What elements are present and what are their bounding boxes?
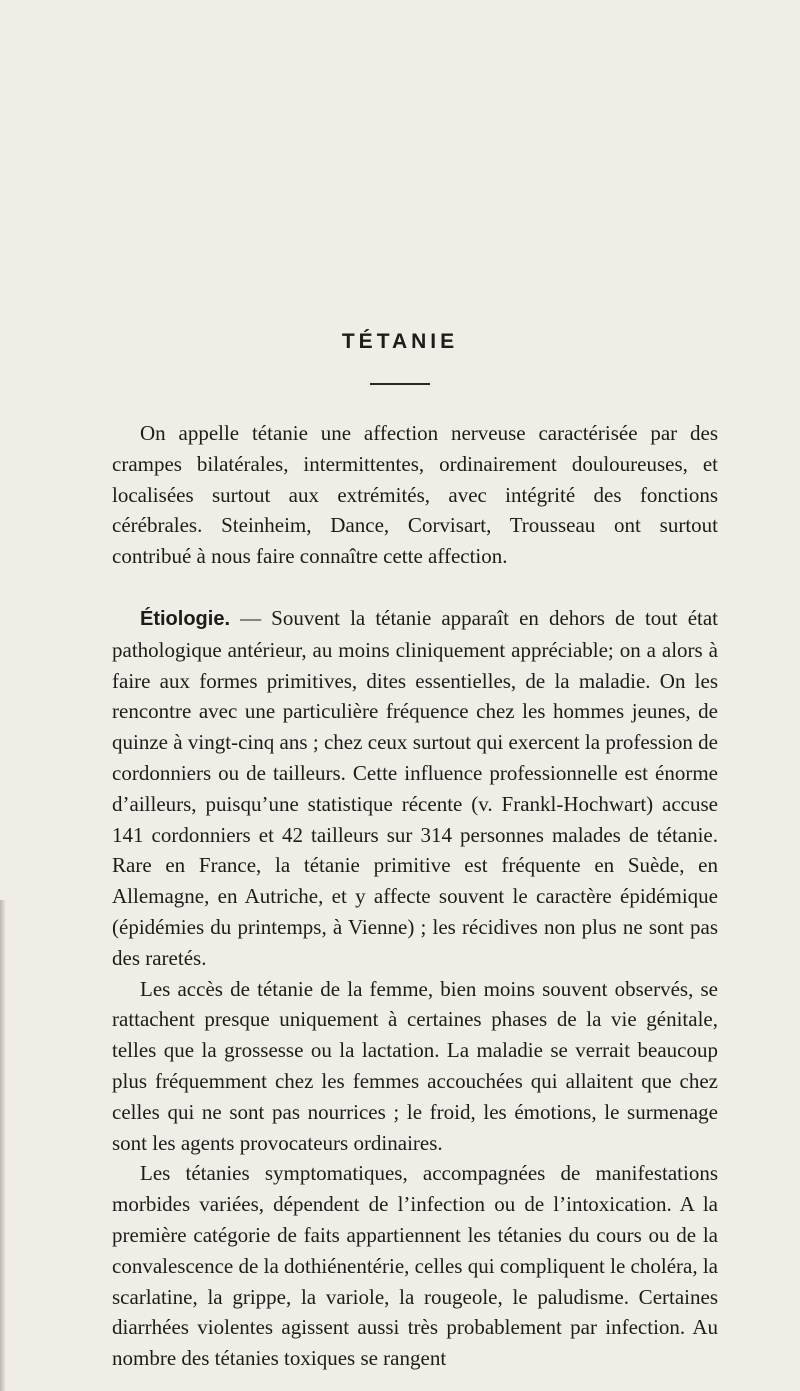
page-title: TÉTANIE <box>341 330 459 353</box>
section-heading-etiologie: Étiologie. <box>140 607 230 630</box>
etiology-paragraph <box>112 603 718 974</box>
women-paragraph: Les accès de tétanie de la femme, bien moins souvent observés, se rattachent presque uniquement à certaines phases de la vie génitale, telles que la grossesse ou la lactation. La maladie se verrait beaucoup plus fréquemment chez les femmes accouchées qui allaitent que chez celles qui ne sont pas nourrices ; le froid, les émotions, le surmenage sont les agents provocateurs ordinaires. <box>112 976 718 1155</box>
etiology-text: — Souvent la tétanie apparaît en dehors de tout état pathologique antérieur, au moins cliniquement appréciable; on a alors à faire aux formes primitives, dites essentielles, de la maladie. On les rencontre avec une particulière fréquence chez les hommes jeunes, de quinze à vingt-cinq ans ; chez ceux surtout qui exercent la profession de cordonniers ou de tailleurs. Cette influence professionnelle est énorme d’ailleurs, puisqu’une statistique récente (v. Frankl-Hochwart) accuse 141 cordonniers et 42 tailleurs sur 314 personnes malades de tétanie. Rare en France, la tétanie primitive est fréquente en Suède, en Allemagne, en Autriche, et y affecte souvent le caractère épidémique (épidémies du printemps, à Vienne) ; les récidives non plus ne sont pas des raretés. <box>112 605 718 970</box>
symptomatic-paragraph: Les tétanies symptomatiques, accompagnées de manifestations morbides variées, dépendent de l’infection ou de l’intoxication. A la première catégorie de faits appartiennent les tétanies du cours ou de la convalescence de la dothiénentérie, celles qui compliquent le choléra, la scarlatine, la grippe, la variole, la rougeole, le paludisme. Certaines diarrhées violentes agissent aussi très probablement par infection. Au nombre des tétanies toxiques se rangent <box>112 1161 718 1371</box>
title-divider <box>370 383 430 385</box>
body-text <box>112 418 718 1374</box>
intro-paragraph: On appelle tétanie une affection nerveuse caractérisée par des crampes bilatérales, intermittentes, ordinairement douloureuses, et localisées surtout aux extrémités, avec intégrité des fonctions cérébrales. Steinheim, Dance, Corvisart, Trousseau ont surtout contribué à nous faire connaître cette affection. <box>112 421 718 569</box>
binding-edge-shadow <box>0 900 6 1391</box>
